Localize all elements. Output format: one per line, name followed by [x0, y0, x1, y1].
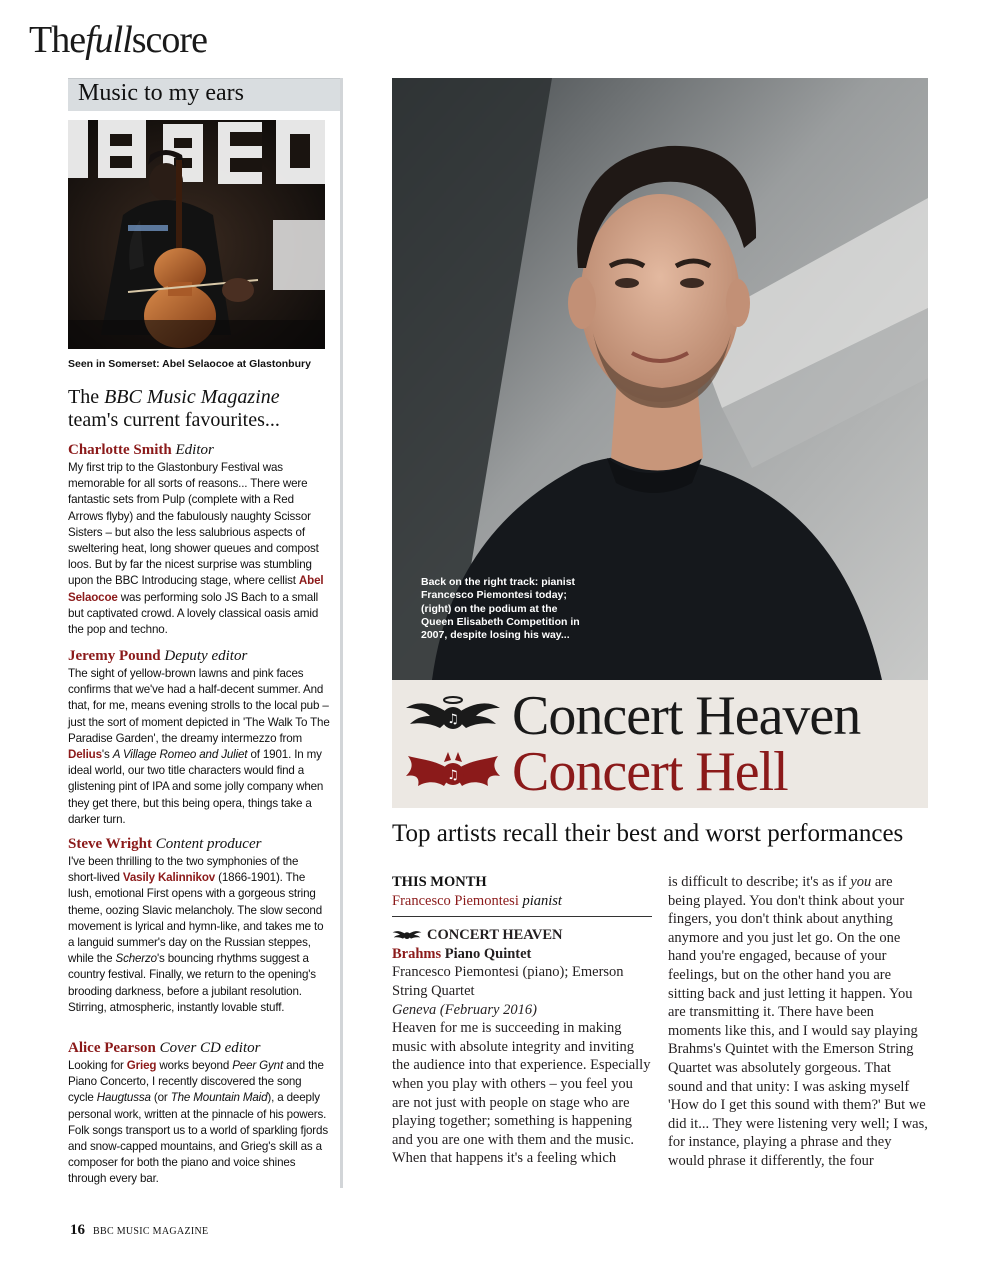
favourite-text: Looking for Grieg works beyond Peer Gynt and the Piano Concerto, I recently discovered the song cycle Haugtussa (or The Mountain Maid), a deeply personal work, written at the pinnacle of his powers. Folk songs transport us to a world of sparkling fjords and snow-capped mountains, and Grieg's skill as a composer for both the piano and voice shines through every bar.: [68, 1059, 328, 1186]
favourite-entry: [68, 1039, 330, 1188]
magazine-name: BBC MUSIC MAGAZINE: [93, 1226, 209, 1237]
favourite-role: Cover CD editor: [159, 1040, 261, 1056]
article-body-1: Heaven for me is succeeding in making music with absolute integrity and inviting the audience into that experience. Especially when you play with others – you feel you are not just with people on stage who are playing together; something is happening and you are one with them and the music. When that happens it's a feeling which: [392, 1020, 651, 1167]
divider-rule: [392, 916, 652, 917]
page-number: 16: [70, 1222, 85, 1238]
page-folio: [70, 1222, 208, 1239]
favourite-name: Alice Pearson: [68, 1040, 156, 1056]
favourite-text: I've been thrilling to the two symphonies of the short-lived Vasily Kalinnikov (1866-1901). The lush, emotional First opens with a gorgeous string theme, oozing Slavic melancholy. The slow second movement is lyrical and hymn-like, and takes me to a languid summer's day on the Russian steppes, while the Scherzo's bouncing rhythms suggest a country festival. Finally, we return to the opening's brooding darkness, before a jubilant resolution. Stirring, atmospheric, instantly lovable stuff.: [68, 855, 324, 1014]
sidebar-intro: [68, 386, 338, 432]
venue-date: Geneva (February 2016): [392, 1001, 537, 1018]
heaven-wings-small-icon: [392, 928, 422, 942]
artist-name: Francesco Piemontesi: [392, 892, 519, 909]
highlight-name: Abel Selaocoe: [68, 574, 324, 604]
highlight-name: Delius: [68, 748, 102, 762]
intro-magazine-name: BBC Music Magazine: [104, 386, 280, 408]
heaven-wings-icon: [404, 694, 502, 738]
intro-pre: The: [68, 386, 105, 408]
favourite-name: Charlotte Smith: [68, 442, 172, 458]
masthead-score: score: [131, 19, 207, 61]
title-concert-heaven: Concert Heaven: [512, 685, 861, 747]
section-label: CONCERT HEAVEN: [427, 927, 563, 944]
sidebar-header: [68, 78, 340, 111]
hero-photo-pianist: [392, 78, 928, 680]
sidebar-photo-cellist: [68, 120, 325, 349]
sidebar-photo-caption: Seen in Somerset: Abel Selaocoe at Glastonbury: [68, 358, 311, 370]
title-concert-hell: Concert Hell: [512, 741, 788, 803]
intro-post: team's current favourites...: [68, 409, 280, 431]
artist-role: pianist: [522, 892, 562, 909]
svg-text:♫: ♫: [447, 712, 459, 727]
favourite-role: Content producer: [155, 836, 262, 852]
svg-text:♫: ♫: [447, 768, 459, 783]
masthead: [29, 18, 207, 62]
sidebar-title: Music to my ears: [78, 80, 244, 106]
favourite-role: Editor: [175, 442, 214, 458]
article-body-2: are being played. You don't think about your fingers, you don't think about anything anymore and you just let go. On the one hand you're engaged, because of your feelings, but on the other hand you are sitting back and just letting it happen. You are transmitting it. There have been moments like this, and I would say playing Brahms's Quintet with the Emerson String Quartet was absolutely gorgeous. That sound and that unity: I was asking myself 'How do I get this sound with them?' But we did it... They were listening very well; I was, for instance, playing a phrase and they would phrase it differently, the four: [668, 874, 928, 1169]
artist-line: [392, 892, 652, 911]
highlight-name: Vasily Kalinnikov: [122, 871, 216, 885]
favourite-name: Jeremy Pound: [68, 648, 161, 664]
hero-caption: Back on the right track: pianist Francesco Piemontesi today; (right) on the podium at the Queen Elisabeth Competition in 2007, despite losing his way...: [421, 576, 580, 642]
masthead-full: full: [85, 19, 132, 61]
highlight-name: Grieg: [126, 1059, 157, 1072]
work-title: Piano Quintet: [441, 945, 532, 962]
hell-wings-icon: [404, 750, 502, 794]
article-column-1: [392, 873, 652, 1168]
article-subtitle: Top artists recall their best and worst performances: [392, 820, 904, 847]
title-band: [392, 680, 928, 808]
performers: Francesco Piemontesi (piano); Emerson String Quartet: [392, 964, 624, 999]
this-month-label: THIS MONTH: [392, 874, 487, 890]
work-line: [392, 945, 652, 964]
article-column-2: is difficult to describe; it's as if you are being played. You don't think about your fingers, you don't think about anything anymore and you just let go. On the one hand you're engaged, because of your feelings, but on the other hand you are sitting back and just letting it happen. You are transmitting it. There have been moments like this, and I would say playing Brahms's Quintet with the Emerson String Quartet was absolutely gorgeous. That sound and that unity: I was asking myself 'How do I get this sound with them?' But we did it... They were listening very well; I was, for instance, playing a phrase and they would phrase it differently, the four: [668, 874, 928, 1169]
favourite-entry: [68, 835, 330, 1016]
favourite-text: My first trip to the Glastonbury Festival was memorable for all sorts of reasons... There were fantastic sets from Pulp (complete with a Red Arrows flyby) and the fabulously naughty Scissor Sisters – but also the less salubrious aspects of sweltering heat, long shower queues and compost loos. But by far the nicest surprise was stumbling upon the BBC Introducing stage, where cellist Abel Selaocoe was performing solo JS Bach to a small but captivated crowd. A lovely classical oasis amid the pop and techno.: [68, 461, 324, 637]
masthead-the: The: [29, 19, 86, 61]
composer-name: Brahms: [392, 945, 442, 962]
favourite-entry: [68, 647, 330, 828]
concert-heaven-heading: [392, 926, 652, 945]
sidebar-music-to-my-ears: [68, 78, 343, 1188]
favourite-role: Deputy editor: [164, 648, 248, 664]
favourite-entry: [68, 441, 330, 638]
favourite-name: Steve Wright: [68, 836, 153, 852]
favourite-text: The sight of yellow-brown lawns and pink faces confirms that we've had a half-decent summer. And that, for me, means evening strolls to the local pub – just the sort of moment depicted in 'The Walk To The Paradise Garden', the dreamy intermezzo from Delius's A Village Romeo and Juliet of 1901. In my ideal world, our two title characters would find a glistening pint of IPA and some jolly company when they get there, but this being opera, things take a darker turn.: [68, 667, 330, 826]
